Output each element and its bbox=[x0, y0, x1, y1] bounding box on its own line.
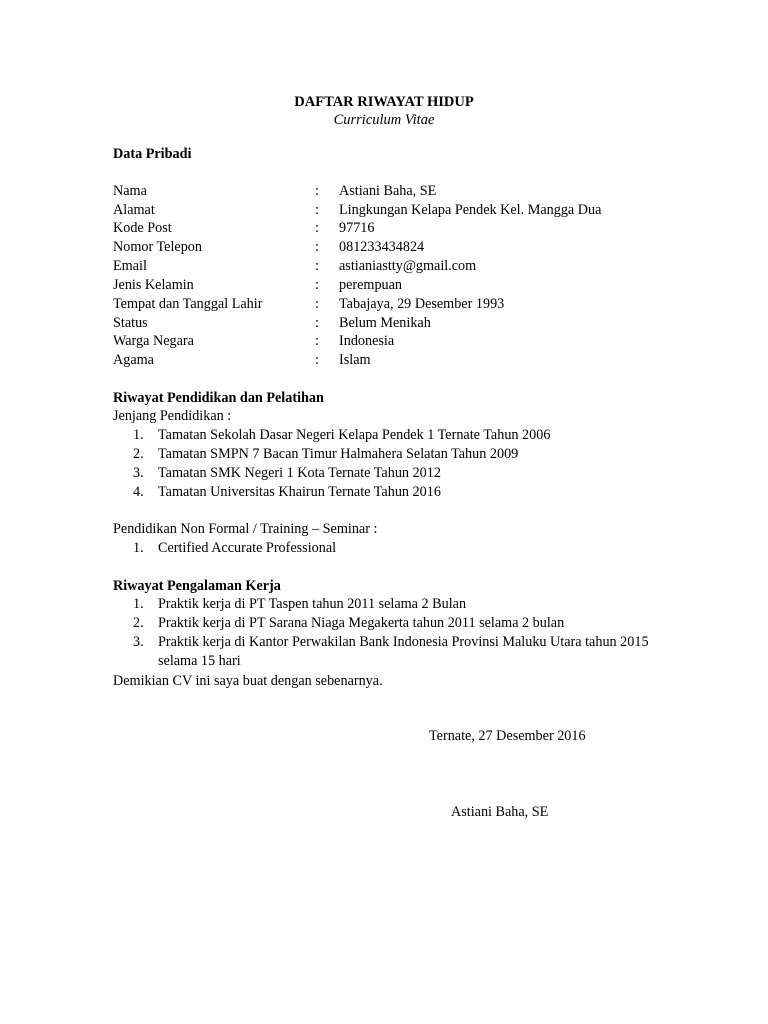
row-colon: : bbox=[315, 183, 319, 199]
list-number: 1. bbox=[133, 596, 144, 612]
list-text: Tamatan Universitas Khairun Ternate Tahun 2016 bbox=[158, 484, 441, 500]
list-text: Praktik kerja di Kantor Perwakilan Bank Indonesia Provinsi Maluku Utara tahun 2015 bbox=[158, 634, 649, 650]
list-number: 3. bbox=[133, 634, 144, 650]
row-colon: : bbox=[315, 333, 319, 349]
formal-education-label: Jenjang Pendidikan : bbox=[113, 408, 232, 424]
list-number: 2. bbox=[133, 446, 144, 462]
signature-name: Astiani Baha, SE bbox=[451, 804, 549, 820]
section-heading-personal: Data Pribadi bbox=[113, 146, 192, 162]
closing-statement: Demikian CV ini saya buat dengan sebenarnya. bbox=[113, 673, 383, 689]
row-value: 97716 bbox=[339, 220, 375, 236]
row-label: Kode Post bbox=[113, 220, 172, 236]
row-label: Nama bbox=[113, 183, 147, 199]
section-heading-education: Riwayat Pendidikan dan Pelatihan bbox=[113, 390, 324, 406]
row-label: Alamat bbox=[113, 202, 155, 218]
list-number: 1. bbox=[133, 540, 144, 556]
list-text: Certified Accurate Professional bbox=[158, 540, 337, 556]
document-title: DAFTAR RIWAYAT HIDUP bbox=[294, 94, 474, 110]
list-text: Praktik kerja di PT Taspen tahun 2011 selama 2 Bulan bbox=[158, 596, 467, 612]
row-value: astianiastty@gmail.com bbox=[339, 258, 477, 274]
row-colon: : bbox=[315, 315, 319, 331]
list-text: Tamatan Sekolah Dasar Negeri Kelapa Pendek 1 Ternate Tahun 2006 bbox=[158, 427, 551, 443]
row-value: perempuan bbox=[339, 277, 403, 293]
list-text: selama 15 hari bbox=[158, 653, 241, 669]
list-number: 3. bbox=[133, 465, 144, 481]
list-text: Tamatan SMK Negeri 1 Kota Ternate Tahun 2012 bbox=[158, 465, 441, 481]
row-label: Tempat dan Tanggal Lahir bbox=[113, 296, 263, 312]
row-colon: : bbox=[315, 258, 319, 274]
row-colon: : bbox=[315, 296, 319, 312]
row-value: Astiani Baha, SE bbox=[339, 183, 437, 199]
row-label: Jenis Kelamin bbox=[113, 277, 194, 293]
row-label: Email bbox=[113, 258, 147, 274]
row-colon: : bbox=[315, 202, 319, 218]
row-value: 081233434824 bbox=[339, 239, 425, 255]
row-colon: : bbox=[315, 220, 319, 236]
row-colon: : bbox=[315, 352, 319, 368]
nonformal-education-label: Pendidikan Non Formal / Training – Seminar : bbox=[113, 521, 378, 537]
list-number: 4. bbox=[133, 484, 144, 500]
list-text: Praktik kerja di PT Sarana Niaga Megakerta tahun 2011 selama 2 bulan bbox=[158, 615, 565, 631]
row-colon: : bbox=[315, 277, 319, 293]
row-value: Lingkungan Kelapa Pendek Kel. Mangga Dua bbox=[339, 202, 602, 218]
row-label: Nomor Telepon bbox=[113, 239, 202, 255]
place-date: Ternate, 27 Desember 2016 bbox=[429, 728, 586, 744]
list-number: 2. bbox=[133, 615, 144, 631]
row-value: Tabajaya, 29 Desember 1993 bbox=[339, 296, 505, 312]
list-number: 1. bbox=[133, 427, 144, 443]
row-value: Islam bbox=[339, 352, 371, 368]
row-label: Status bbox=[113, 315, 148, 331]
row-value: Belum Menikah bbox=[339, 315, 431, 331]
row-label: Agama bbox=[113, 352, 154, 368]
list-text: Tamatan SMPN 7 Bacan Timur Halmahera Selatan Tahun 2009 bbox=[158, 446, 519, 462]
section-heading-experience: Riwayat Pengalaman Kerja bbox=[113, 578, 281, 594]
row-colon: : bbox=[315, 239, 319, 255]
row-label: Warga Negara bbox=[113, 333, 194, 349]
document-subtitle: Curriculum Vitae bbox=[333, 112, 435, 128]
row-value: Indonesia bbox=[339, 333, 395, 349]
